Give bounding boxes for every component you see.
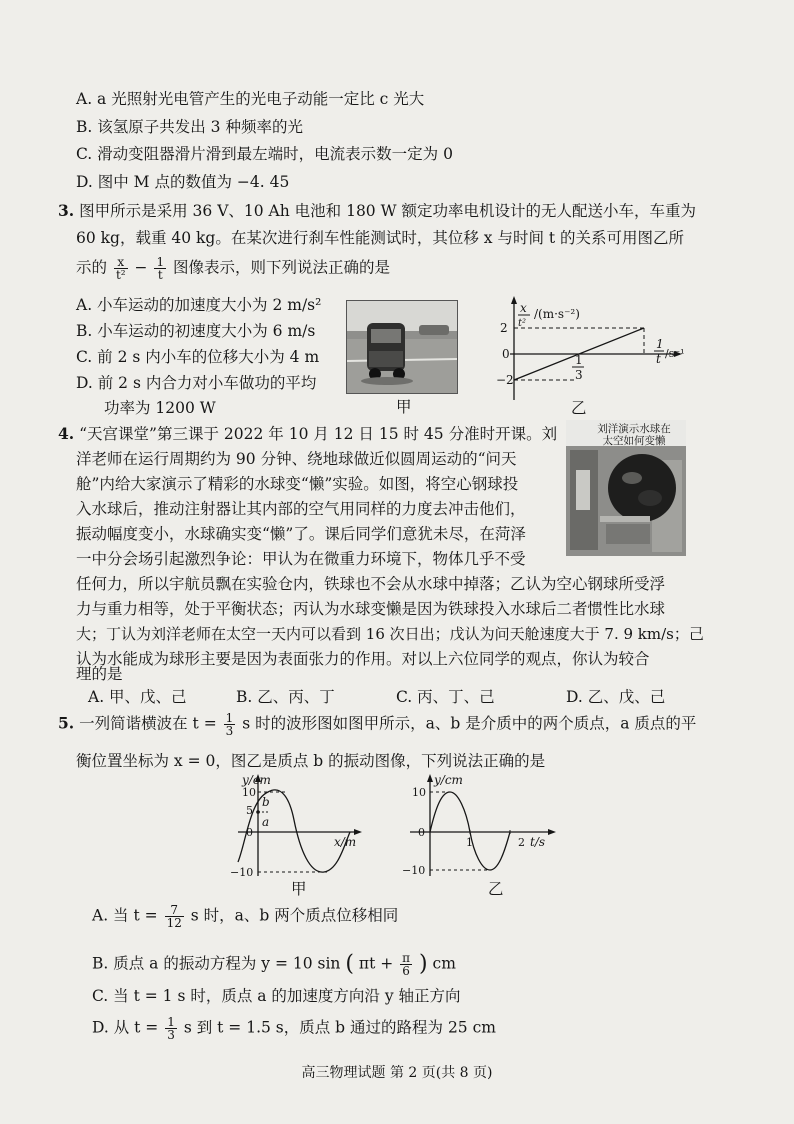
- q3-graph-xcross-den: 3: [575, 368, 583, 382]
- q2-option-a: A. a 光照射光电管产生的光电子动能一定比 c 光大: [76, 90, 425, 108]
- wave-ytick-10: 10: [242, 786, 256, 799]
- q3-option-d-line1: D. 前 2 s 内合力对小车做功的平均: [76, 374, 317, 392]
- q5-option-a: [92, 904, 398, 929]
- q5-opt-b-inner: πt +: [358, 954, 394, 973]
- q4-stem-line2: 洋老师在运行周期约为 90 分钟、绕地球做近似圆周运动的“问天: [76, 450, 517, 468]
- q4-stem-line7: 任何力，所以宇航员飘在实验仓内，铁球也不会从水球中掉落；乙认为空心钢球所受浮: [76, 575, 666, 593]
- q4-stem-line11: 理的是: [76, 665, 123, 683]
- q3-text-3b: 图像表示，则下列说法正确的是: [173, 258, 391, 277]
- q4-stem-line3: 舱”内给大家演示了精彩的水球变“懒”实验。如图，将空心钢球投: [76, 475, 519, 493]
- wave-xlabel: x/m: [334, 835, 357, 849]
- q4-stem-line4: 入水球后，推动注射器让其内部的空气用同样的力度去冲击他们，: [76, 500, 526, 518]
- q3-graph-ytick-2: 2: [500, 321, 508, 335]
- q5-opt-b-post: cm: [432, 954, 456, 973]
- q5-opt-d-pre: D. 从 t =: [92, 1018, 159, 1037]
- q5-opt-b-lparen: (: [345, 951, 354, 977]
- wave-ytick-5: 5: [246, 804, 253, 817]
- q4-stem-line10: 认为水能成为球形主要是因为表面张力的作用。对以上六位同学的观点，你认为较合: [76, 650, 650, 668]
- q5-opt-b-rparen: ): [419, 951, 428, 977]
- q4-option-d: D. 乙、戊、己: [566, 688, 666, 706]
- bleed-through-text: [470, 92, 483, 111]
- q4-stem-line1: [58, 423, 557, 445]
- q3-graph-ylabel-num: x: [520, 301, 527, 315]
- wave-label-a: a: [262, 815, 270, 829]
- q5-stem-line2: 衡位置坐标为 x = 0，图乙是质点 b 的振动图像，下列说法正确的是: [76, 752, 546, 770]
- q5-text-1b: s 时的波形图如图甲所示，a、b 是介质中的两个质点，a 质点的平: [242, 714, 697, 733]
- q3-text-1: 图甲所示是采用 36 V、10 Ah 电池和 180 W 额定功率电机设计的无人配送小车，车重为: [79, 202, 696, 220]
- q4-stem-line5: 振动幅度变小，水球确实变“懒”了。课后同学们意犹未尽，在菏泽: [76, 525, 526, 543]
- q5-fig-a-caption: 甲: [291, 880, 307, 898]
- q4-stem-line6: 一中分会场引起激烈争论：甲认为在微重力环境下，物体几乎不受: [76, 550, 526, 568]
- wave-curve: [238, 790, 350, 872]
- q5-opt-a-post: s 时，a、b 两个质点位移相同: [190, 906, 399, 925]
- q2-option-d: D. 图中 M 点的数值为 −4. 45: [76, 173, 290, 191]
- vib-ylabel: y/cm: [434, 773, 463, 787]
- q5-number: 5.: [58, 713, 75, 733]
- q5-opt-d-post: s 到 t = 1.5 s，质点 b 通过的路程为 25 cm: [183, 1018, 496, 1037]
- q3-number: 3.: [58, 201, 75, 220]
- q3-graph: [480, 290, 690, 410]
- water-ball-photo-caption: [586, 423, 682, 447]
- q3-option-b: B. 小车运动的初速度大小为 6 m/s: [76, 322, 316, 340]
- q3-graph-ylabel-unit: /(m·s⁻²): [534, 307, 580, 321]
- q3-graph-xlabel-num: 1: [656, 337, 664, 351]
- vib-xtick-2: 2: [518, 836, 525, 849]
- q3-fig-a-caption: 甲: [396, 398, 412, 416]
- vib-ytick-0: 0: [418, 826, 425, 839]
- q4-stem-line9: 大；丁认为刘洋老师在太空一天内可以看到 16 次日出；戊认为问天舱速度大于 7. 9 km/s；己: [76, 625, 704, 643]
- q3-fraction-x-over-t2: $\frac{x}{\text{t²}}$: [115, 255, 126, 282]
- vib-xtick-1: 1: [466, 836, 473, 849]
- wave-ytick-neg10: −10: [230, 866, 254, 879]
- q4-stem-line8: 力与重力相等，处于平衡状态；丙认为水球变懒是因为铁球投入水球后二者惯性比水球: [76, 600, 666, 618]
- q3-graph-origin: 0: [502, 347, 510, 361]
- q5-option-c: C. 当 t = 1 s 时，质点 a 的加速度方向沿 y 轴正方向: [92, 987, 461, 1005]
- vib-ytick-10: 10: [412, 786, 426, 799]
- q5-fig-b-caption: 乙: [488, 880, 504, 898]
- q3-graph-ytick-neg2: −2: [496, 373, 514, 387]
- q3-graph-xlabel-unit: /s⁻¹: [665, 347, 685, 360]
- q5-fraction-1-3: $\frac{1}{3}$: [225, 711, 234, 738]
- q5-vibration-graph: [400, 770, 562, 888]
- q4-option-a: A. 甲、戊、己: [88, 688, 187, 706]
- q5-text-1a: 一列简谐横波在 t =: [79, 714, 217, 733]
- q5-stem-line1: [58, 712, 696, 737]
- q5-opt-a-pre: A. 当 t =: [92, 906, 158, 925]
- q3-stem-line3: [76, 256, 390, 281]
- wave-ylabel: y/cm: [242, 773, 271, 787]
- q5-opt-a-frac: $\frac{7}{12}$: [166, 903, 182, 930]
- vib-xlabel: t/s: [530, 835, 546, 849]
- vib-ytick-neg10: −10: [402, 864, 426, 877]
- q5-opt-d-frac: $\frac{1}{3}$: [167, 1015, 175, 1042]
- q3-option-c: C. 前 2 s 内小车的位移大小为 4 m: [76, 348, 320, 366]
- photo-caption-line1: 刘洋演示水球在: [597, 423, 671, 435]
- point-b-marker: [256, 810, 260, 814]
- q4-option-c: C. 丙、丁、己: [396, 688, 495, 706]
- wave-ytick-0: 0: [246, 826, 253, 839]
- wave-label-b: b: [262, 795, 270, 809]
- q3-fig-b-caption: 乙: [571, 399, 587, 417]
- q3-text-3a: 示的: [76, 258, 108, 277]
- q5-option-d: [92, 1016, 496, 1041]
- q3-minus: −: [134, 258, 148, 277]
- q4-option-b: B. 乙、丙、丁: [236, 688, 335, 706]
- page-footer: 高三物理试题 第 2 页(共 8 页): [301, 1065, 493, 1081]
- q2-option-c: C. 滑动变阻器滑片滑到最左端时，电流表示数一定为 0: [76, 145, 453, 163]
- q3-option-d-line2: 功率为 1200 W: [104, 399, 216, 417]
- q5-opt-b-pre: B. 质点 a 的振动方程为 y = 10 sin: [92, 954, 341, 973]
- q3-fraction-1-over-t: $\frac{1}{t}$: [156, 255, 165, 282]
- q3-graph-ylabel-den: t²: [518, 318, 527, 329]
- q2-option-b: B. 该氢原子共发出 3 种频率的光: [76, 118, 303, 136]
- q4-number: 4.: [58, 424, 75, 443]
- q5-option-b: [92, 952, 456, 977]
- q3-option-a: A. 小车运动的加速度大小为 2 m/s²: [76, 296, 322, 314]
- photo-caption-line2: 太空如何变懒: [602, 435, 666, 447]
- q3-stem-line2: 60 kg，载重 40 kg。在某次进行刹车性能测试时，其位移 x 与时间 t 的关系可用图乙所: [76, 229, 685, 247]
- q3-graph-xlabel-den: t: [656, 352, 661, 366]
- q5-opt-b-frac: $\frac{\pi}{6}$: [402, 951, 411, 978]
- q3-stem-line1: [58, 200, 696, 222]
- q5-wave-graph: [228, 770, 368, 888]
- q3-graph-xcross-num: 1: [575, 353, 583, 367]
- delivery-vehicle-photo: [346, 300, 458, 394]
- q4-text-1: “天宫课堂”第三课于 2022 年 10 月 12 日 15 时 45 分准时开课。刘: [79, 425, 558, 443]
